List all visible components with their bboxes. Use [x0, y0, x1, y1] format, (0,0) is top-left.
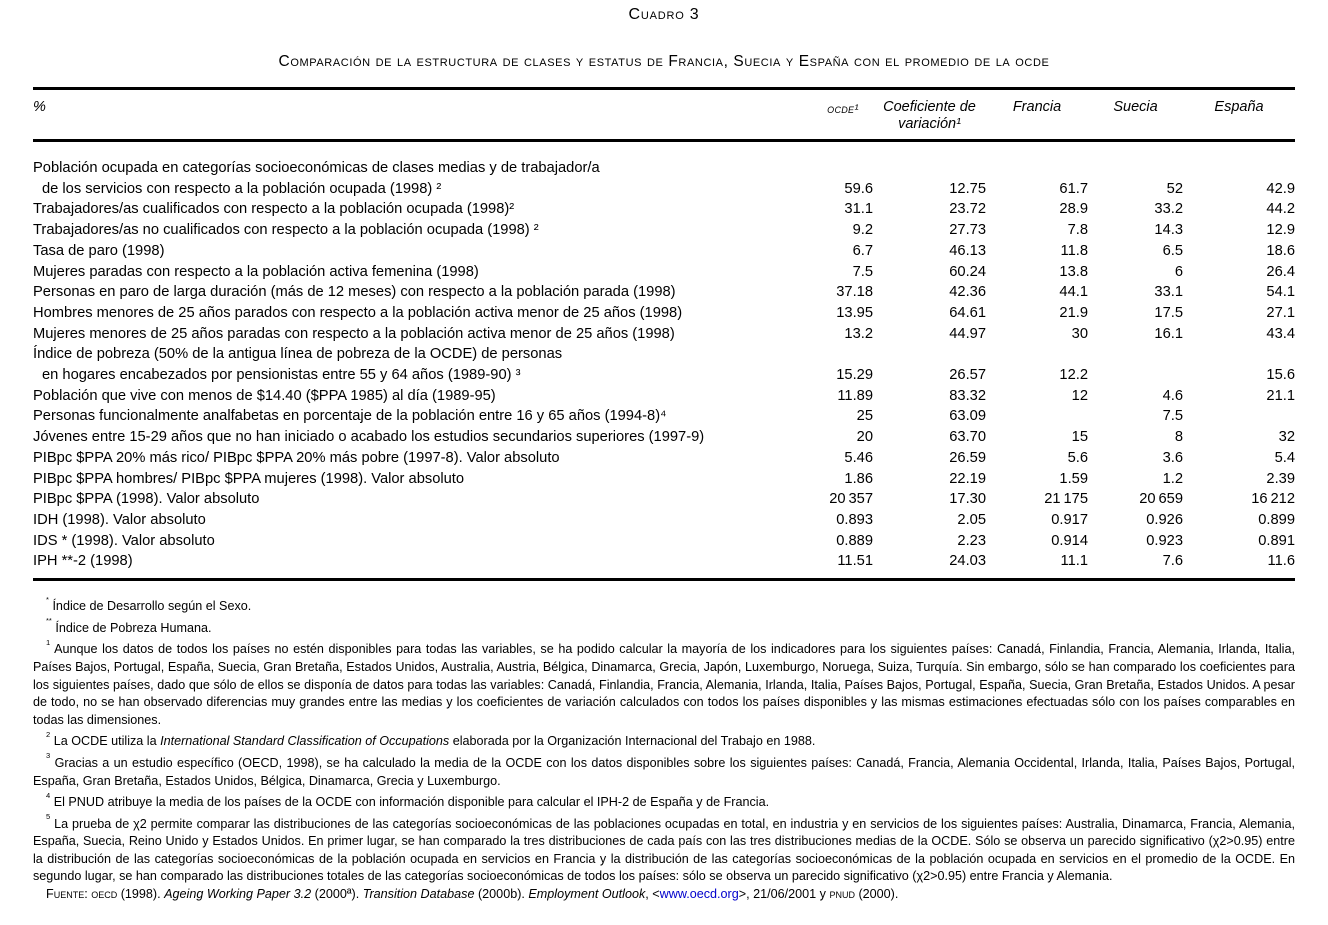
table-body: [33, 141, 1295, 580]
row-value-francia: [986, 141, 1088, 179]
row-value-suecia: 3.6: [1162, 449, 1183, 466]
footnote-doublestar: [33, 616, 1295, 638]
row-value-coef: 44.97: [949, 325, 986, 342]
footnote-marker: 5: [46, 812, 51, 822]
footnote-text: Índice de Desarrollo según el Sexo.: [52, 599, 252, 614]
row-value-ocde: 6.7: [852, 242, 873, 259]
row-value-coef: 23.72: [949, 201, 986, 218]
row-value-francia: 11.1: [1060, 553, 1088, 570]
row-value-espana: 27.1: [1266, 304, 1295, 321]
footnote-italic-title: International Standard Classification of Occupations: [160, 734, 450, 749]
footnote-2: [33, 729, 1295, 751]
row-value-francia: 15: [1071, 429, 1088, 446]
row-value-francia: 11.8: [1060, 242, 1088, 259]
row-label: Población que vive con menos de $14.40 ($PPA 1985) al día (1989-95): [33, 387, 496, 404]
row-value-suecia: 6: [1174, 263, 1183, 280]
row-label: PIBpc $PPA (1998). Valor absoluto: [33, 491, 260, 508]
row-value-ocde: [813, 141, 873, 179]
footnote-text: El PNUD atribuye la media de los países de la OCDE con información disponible para calcular el IPH-2 de España y de Francia.: [53, 795, 770, 810]
table-number-title: Cuadro 3: [628, 6, 700, 23]
table-row: [33, 141, 1295, 179]
row-value-espana: 18.6: [1266, 242, 1295, 259]
row-label: Jóvenes entre 15-29 años que no han iniciado o acabado los estudios secundarios superiores (1997-9): [33, 429, 705, 446]
row-value-francia: 0.917: [1051, 511, 1088, 528]
source-work-title: Employment Outlook: [528, 886, 646, 901]
row-value-suecia: 14.3: [1154, 222, 1183, 239]
table-row: [33, 344, 1295, 365]
row-value-francia: 1.59: [1059, 470, 1088, 487]
row-label: Mujeres paradas con respecto a la población activa femenina (1998): [33, 263, 479, 280]
row-value-francia: 30: [1071, 325, 1088, 342]
row-label: Personas funcionalmente analfabetas en porcentaje de la población entre 16 y 65 años (1994-8)⁴: [33, 408, 667, 425]
source-org: pnud: [829, 886, 855, 901]
row-label: Mujeres menores de 25 años paradas con respecto a la población activa menor de 25 años (1998): [33, 325, 675, 342]
row-value-ocde: [813, 344, 873, 365]
row-value-ocde: 25: [856, 408, 873, 425]
row-value-suecia: 7.6: [1162, 553, 1183, 570]
row-label: PIBpc $PPA 20% más rico/ PIBpc $PPA 20% más pobre (1997-8). Valor absoluto: [33, 449, 560, 466]
row-value-francia: [986, 344, 1088, 365]
row-value-suecia: 33.1: [1154, 284, 1183, 301]
footnote-marker: 4: [46, 790, 51, 800]
row-value-ocde: 31.1: [844, 201, 873, 218]
row-value-coef: 2.05: [957, 511, 986, 528]
table-row: [33, 531, 1295, 552]
row-value-francia: 12.2: [1059, 367, 1088, 384]
row-value-coef: 63.09: [949, 408, 986, 425]
row-value-coef: 24.03: [949, 553, 986, 570]
source-text: >, 21/06/2001 y: [738, 886, 830, 901]
row-value-espana: 21.1: [1266, 387, 1295, 404]
row-value-espana: 15.6: [1266, 367, 1295, 384]
row-value-coef: 83.32: [949, 387, 986, 404]
row-value-coef: 2.23: [957, 532, 986, 549]
footnote-star: [33, 594, 1295, 616]
row-value-ocde: 37.18: [836, 284, 873, 301]
row-value-coef: 22.19: [949, 470, 986, 487]
footnote-marker: 3: [46, 751, 51, 761]
row-value-coef: 27.73: [949, 222, 986, 239]
footnote-text: Gracias a un estudio específico (OECD, 1998), se ha calculado la media de la OCDE con los datos disponibles sobre los siguientes países: Canadá, Francia, Alemania Occidental, Irlanda, Italia, Países Bajos, Portugal, España, Gran Bretaña, Estados Unidos, Bélgica, Dinamarca, Grecia y Luxemburgo.: [33, 756, 1295, 788]
table-row: [33, 427, 1295, 448]
row-value-francia: 21 175: [1044, 491, 1088, 508]
footnote-4: [33, 790, 1295, 812]
row-value-ocde: 5.46: [844, 449, 873, 466]
table-row: [33, 282, 1295, 303]
row-value-ocde: 20 357: [829, 491, 873, 508]
row-value-espana: [1183, 406, 1295, 427]
row-value-ocde: 11.51: [837, 553, 873, 570]
row-value-ocde: 13.95: [836, 304, 873, 321]
table-row: [33, 241, 1295, 262]
row-value-ocde: 9.2: [852, 222, 873, 239]
row-label: Tasa de paro (1998): [33, 242, 165, 259]
source-label: Fuente:: [46, 886, 92, 901]
row-value-ocde: 11.89: [837, 387, 873, 404]
row-value-espana: 0.899: [1258, 511, 1295, 528]
row-value-ocde: 0.893: [836, 511, 873, 528]
footnote-3: [33, 751, 1295, 790]
row-value-suecia: 1.2: [1162, 470, 1183, 487]
table-row: [33, 324, 1295, 345]
table-header: [33, 89, 1295, 141]
row-label: Trabajadores/as cualificados con respecto a la población ocupada (1998)²: [33, 201, 515, 218]
row-value-coef: 46.13: [949, 242, 986, 259]
row-label: IPH **-2 (1998): [33, 553, 133, 570]
footnotes: [33, 594, 1295, 903]
header-suecia: Suecia: [1113, 99, 1158, 115]
row-value-espana: 5.4: [1274, 449, 1295, 466]
row-value-suecia: [1088, 344, 1183, 365]
row-label: Índice de pobreza (50% de la antigua línea de pobreza de la OCDE) de personas: [33, 346, 563, 363]
footnote-text: La prueba de χ2 permite comparar las distribuciones de las categorías socioeconómicas de las poblaciones ocupadas en total, en industria y en servicios de los siguientes países: Australia, Dinamarca, Francia, Alemania, España, Suecia, Reino Unido y Estados Unidos. En primer lugar, se han comparado la tres distribuciones de cada país con las tres distribuciones medias de la OCDE. Sólo se observa un parecido significativo (χ2>0.95) entre la distribución de las categorías socioeconómicas de la población ocupada en servicios en Francia y la distribución de las categorías socioeconómicas de la población ocupada en servicios en el promedio de la OCDE. En segundo lugar, se han comparado las distribuciones totales de las categorías socioeconómicas de todos los países: sólo se observa un parecido significativo (χ2>0.95) entre Francia y Alemania.: [33, 816, 1295, 884]
row-label: Trabajadores/as no cualificados con respecto a la población ocupada (1998) ²: [33, 222, 539, 239]
footnote-1: [33, 637, 1295, 729]
row-label: Personas en paro de larga duración (más de 12 meses) con respecto a la población parada (1998): [33, 284, 676, 301]
row-label: IDH (1998). Valor absoluto: [33, 511, 206, 528]
table-row: [33, 448, 1295, 469]
row-value-coef: [873, 344, 986, 365]
row-label: de los servicios con respecto a la población ocupada (1998) ²: [42, 180, 442, 197]
footnote-text: elaborada por la Organización Internacional del Trabajo en 1988.: [449, 734, 816, 749]
row-value-ocde: 15.29: [836, 367, 873, 384]
footnote-marker: *: [46, 594, 49, 604]
row-value-suecia: 4.6: [1162, 387, 1183, 404]
row-value-suecia: [1088, 365, 1183, 386]
row-value-espana: 0.891: [1258, 532, 1295, 549]
header-ocde: ocde¹: [827, 102, 859, 116]
row-value-suecia: 6.5: [1162, 242, 1183, 259]
row-value-coef: 12.75: [949, 180, 986, 197]
row-value-coef: 60.24: [949, 263, 986, 280]
row-value-francia: [986, 406, 1088, 427]
row-value-suecia: 52: [1166, 180, 1183, 197]
header-coef-variacion: Coeficiente de variación¹: [883, 99, 976, 132]
header-percent: %: [33, 99, 46, 115]
row-value-espana: [1183, 344, 1295, 365]
table-caption: Comparación de la estructura de clases y estatus de Francia, Suecia y España con el promedio de la ocde: [278, 53, 1050, 70]
row-value-ocde: 1.86: [844, 470, 873, 487]
source-work-title: Transition Database: [362, 886, 475, 901]
table-row: [33, 551, 1295, 579]
row-value-espana: 54.1: [1266, 284, 1295, 301]
source-work-title: Ageing Working Paper 3.2: [164, 886, 312, 901]
row-label: PIBpc $PPA hombres/ PIBpc $PPA mujeres (1998). Valor absoluto: [33, 470, 465, 487]
row-label: en hogares encabezados por pensionistas entre 55 y 64 años (1989-90) ³: [42, 367, 521, 384]
row-value-espana: 2.39: [1266, 470, 1295, 487]
row-value-espana: 11.6: [1267, 553, 1295, 570]
footnote-5: [33, 812, 1295, 886]
table-row: [33, 406, 1295, 427]
row-value-suecia: 0.926: [1146, 511, 1183, 528]
row-value-francia: 21.9: [1059, 304, 1088, 321]
source-org: oecd: [91, 886, 118, 901]
row-value-francia: 13.8: [1059, 263, 1088, 280]
header-francia: Francia: [1012, 99, 1062, 115]
footnote-text: Aunque los datos de todos los países no estén disponibles para todas las variables, se ha podido calcular la mayoría de los indicadores para los siguientes países: Canadá, Finlandia, Francia, Alemania, Irlanda, Italia, Países Bajos, Portugal, España, Suecia, Gran Bretaña, Estados Unidos, Australia, Austria, Bélgica, Dinamarca, Grecia, Japón, Luxemburgo, Noruega, Suiza, Turquía. Sin embargo, sólo se han comparado los coeficientes para los siguientes países, dado que sólo de ellos se disponía de datos para todas las variables: Canadá, Finlandia, Francia, Alemania, Irlanda, Italia, Países Bajos, Portugal, España, Suecia, Gran Bretaña, Estados Unidos. A pesar de todo, no se han observado diferencias muy grandes entre las medias y los coeficientes de variación calculados con todos los países disponibles y las mismas estimaciones efectuadas sólo con los países comparables en todas las dimensiones.: [33, 642, 1295, 727]
row-value-espana: 44.2: [1266, 201, 1295, 218]
row-value-ocde: 7.5: [852, 263, 873, 280]
row-value-suecia: 0.923: [1146, 532, 1183, 549]
table-row: [33, 469, 1295, 490]
row-value-suecia: 16.1: [1154, 325, 1183, 342]
source-note: [33, 886, 1295, 904]
header-espana: España: [1214, 99, 1264, 115]
source-text: (1998).: [117, 886, 165, 901]
row-value-francia: 0.914: [1051, 532, 1088, 549]
table-row: [33, 199, 1295, 220]
row-value-francia: 12: [1071, 387, 1088, 404]
row-value-suecia: 7.5: [1162, 408, 1183, 425]
row-value-ocde: 13.2: [844, 325, 873, 342]
row-value-suecia: 33.2: [1154, 201, 1183, 218]
row-label: IDS * (1998). Valor absoluto: [33, 532, 215, 549]
row-value-coef: 42.36: [949, 284, 986, 301]
row-value-coef: 26.59: [949, 449, 986, 466]
row-value-suecia: 20 659: [1139, 491, 1183, 508]
row-value-espana: 12.9: [1266, 222, 1295, 239]
source-text: (2000).: [854, 886, 899, 901]
table-row: [33, 303, 1295, 324]
oecd-link[interactable]: www.oecd.org: [659, 886, 739, 901]
row-value-coef: 17.30: [949, 491, 986, 508]
row-value-coef: 26.57: [949, 367, 986, 384]
row-value-francia: 61.7: [1059, 180, 1088, 197]
table-row: [33, 220, 1295, 241]
table-row: [33, 386, 1295, 407]
row-label: Hombres menores de 25 años parados con respecto a la población activa menor de 25 años (1998): [33, 304, 683, 321]
row-value-suecia: [1088, 141, 1183, 179]
row-value-coef: 64.61: [949, 304, 986, 321]
footnote-text: Índice de Pobreza Humana.: [55, 620, 212, 635]
row-value-ocde: 0.889: [836, 532, 873, 549]
row-value-suecia: 17.5: [1154, 304, 1183, 321]
row-label: Población ocupada en categorías socioeconómicas de clases medias y de trabajador/a: [33, 160, 600, 176]
row-value-espana: 32: [1278, 429, 1295, 446]
row-value-espana: 16 212: [1251, 491, 1295, 508]
footnote-text: La OCDE utiliza la: [53, 734, 161, 749]
row-value-espana: [1183, 141, 1295, 179]
row-value-ocde: 59.6: [844, 180, 873, 197]
comparison-table: [33, 87, 1295, 581]
row-value-francia: 44.1: [1059, 284, 1088, 301]
row-value-espana: 26.4: [1266, 263, 1295, 280]
footnote-marker: 1: [46, 638, 51, 648]
table-row: [33, 489, 1295, 510]
row-value-coef: [873, 141, 986, 179]
row-value-francia: 5.6: [1067, 449, 1088, 466]
table-row: [33, 365, 1295, 386]
source-text: (2000ª).: [311, 886, 363, 901]
table-row: [33, 510, 1295, 531]
row-value-espana: 42.9: [1266, 180, 1295, 197]
row-value-coef: 63.70: [949, 429, 986, 446]
footnote-marker: **: [46, 616, 52, 626]
row-value-espana: 43.4: [1266, 325, 1295, 342]
source-text: , <: [645, 886, 660, 901]
row-value-suecia: 8: [1174, 429, 1183, 446]
table-row: [33, 179, 1295, 200]
footnote-marker: 2: [46, 729, 51, 739]
header-row: [33, 89, 1295, 141]
row-value-francia: 28.9: [1059, 201, 1088, 218]
table-row: [33, 262, 1295, 283]
row-value-ocde: 20: [856, 429, 873, 446]
source-text: (2000b).: [474, 886, 529, 901]
row-value-francia: 7.8: [1067, 222, 1088, 239]
